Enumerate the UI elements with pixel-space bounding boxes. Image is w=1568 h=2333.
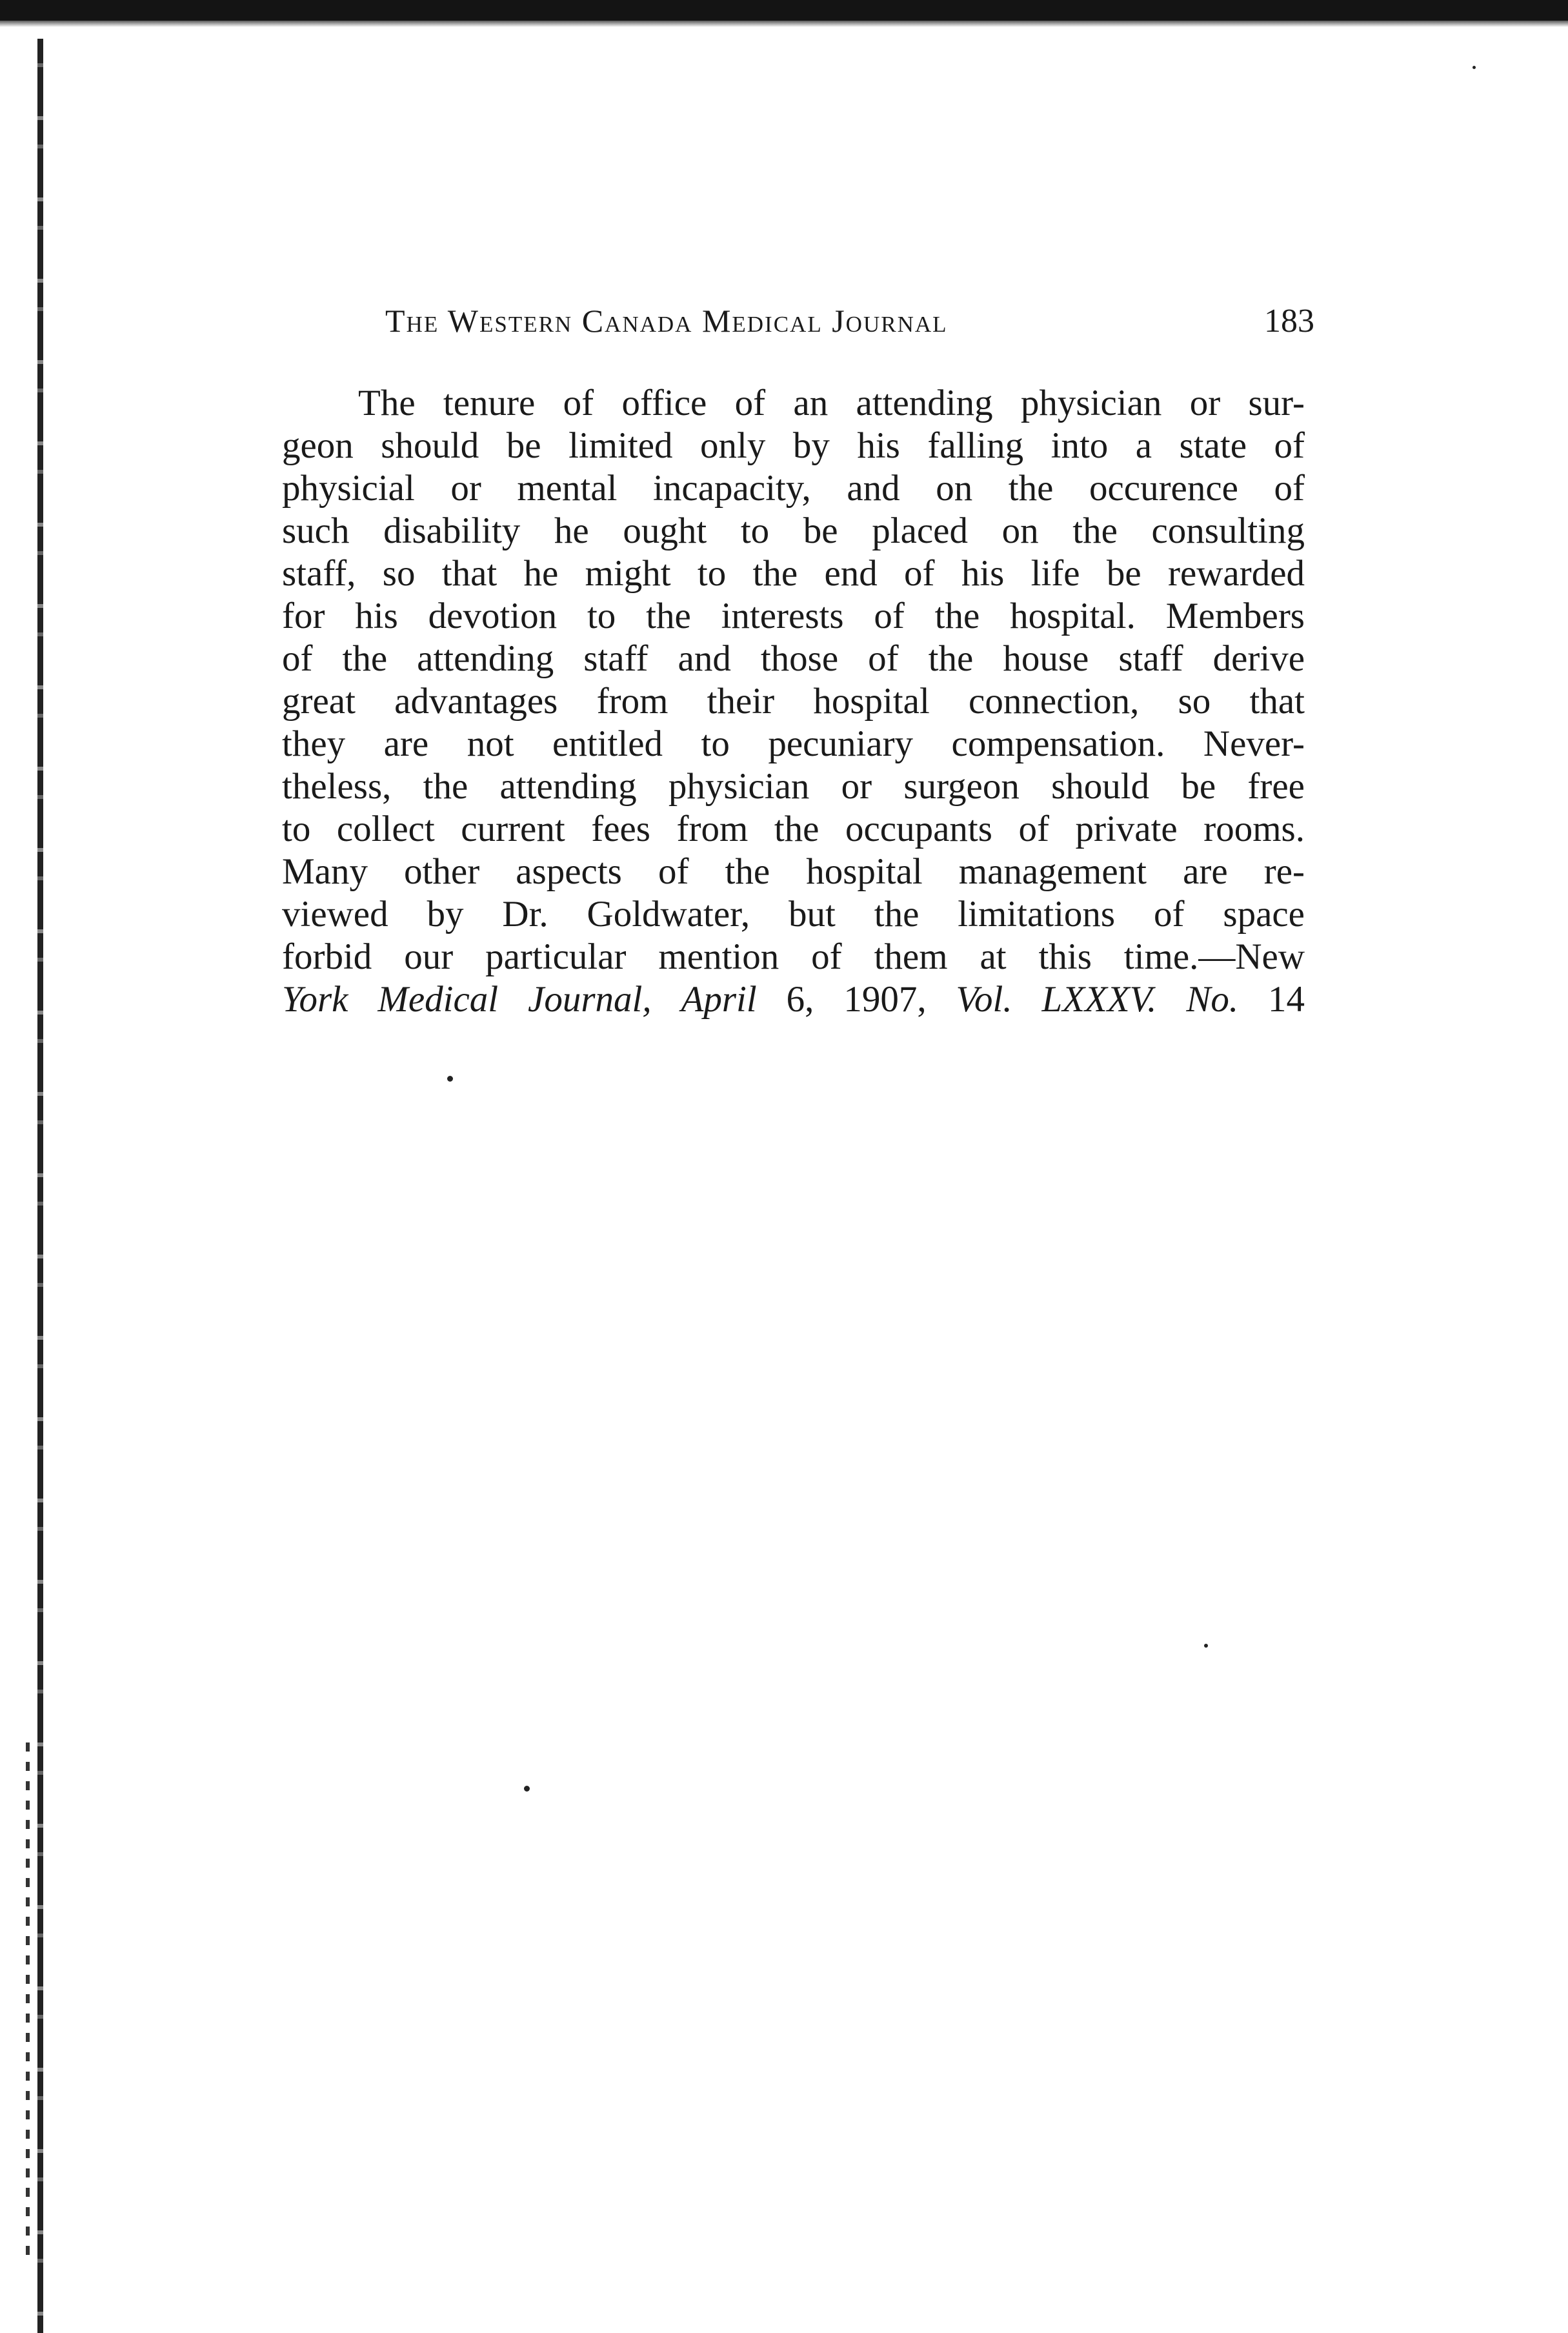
scan-left-border-marks	[26, 1742, 30, 2259]
scan-speck	[524, 1786, 530, 1792]
text-line: physicial or mental incapacity, and on the occurence of	[282, 468, 1305, 509]
text-line: of the attending staff and those of the house staff derive	[282, 638, 1305, 679]
text-line: for his devotion to the interests of the hospital. Members	[282, 596, 1305, 636]
scan-speck	[1204, 1644, 1208, 1648]
article-text	[282, 382, 1305, 1021]
text-line: staff, so that he might to the end of his life be rewarded	[282, 553, 1305, 594]
running-head	[385, 302, 1314, 354]
text-line: such disability he ought to be placed on the consulting	[282, 510, 1305, 551]
text-line: viewed by Dr. Goldwater, but the limitations of space	[282, 894, 1305, 934]
page-number: 183	[1264, 303, 1314, 339]
scan-left-border	[37, 39, 43, 2333]
citation-number: 14	[1268, 979, 1305, 1020]
scan-speck	[1473, 66, 1476, 69]
text-line: forbid our particular mention of them at this time.—New	[282, 936, 1305, 977]
journal-title: The Western Canada Medical Journal	[385, 303, 948, 339]
citation-volume: Vol. LXXXV.	[956, 979, 1157, 1020]
text-line: Many other aspects of the hospital management are re-	[282, 851, 1305, 892]
text-line: The tenure of office of an attending physician or sur-	[358, 383, 1305, 423]
scan-top-border	[0, 0, 1568, 21]
citation-date: 6, 1907,	[786, 979, 927, 1020]
text-line: to collect current fees from the occupants of private rooms.	[282, 809, 1305, 849]
text-line: geon should be limited only by his falling into a state of	[282, 425, 1305, 466]
text-line: theless, the attending physician or surgeon should be free	[282, 766, 1305, 807]
citation-line	[282, 978, 1305, 1021]
citation-number-label: No.	[1186, 979, 1239, 1020]
text-line: they are not entitled to pecuniary compensation. Never-	[282, 723, 1305, 764]
citation-journal: York Medical Journal,	[282, 979, 652, 1020]
citation-month: April	[681, 979, 757, 1020]
scan-top-shadow	[0, 21, 1568, 27]
text-line: great advantages from their hospital connection, so that	[282, 681, 1305, 722]
scan-speck	[447, 1076, 453, 1082]
